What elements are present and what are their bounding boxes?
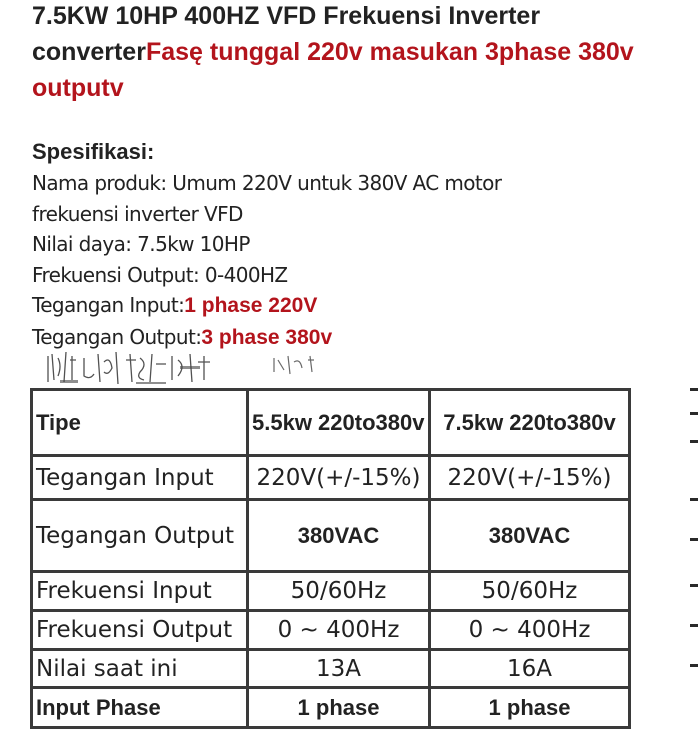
table-cell: 380VAC bbox=[430, 500, 630, 572]
spec-line-input-voltage bbox=[32, 290, 672, 322]
table-header-7-5kw: 7.5kw 220to380v bbox=[430, 390, 630, 456]
spec-line-text: Nilai daya: 7.5kw 10HP bbox=[32, 232, 250, 256]
spec-table bbox=[30, 388, 631, 729]
spec-line-product-name bbox=[32, 168, 672, 199]
spec-heading: Spesifikasi: bbox=[32, 139, 155, 164]
edge-mark bbox=[690, 440, 698, 443]
scan-artifact-small bbox=[270, 350, 350, 380]
edge-mark bbox=[690, 664, 698, 667]
scan-artifact bbox=[40, 346, 240, 388]
table-cell: 0 ~ 400Hz bbox=[430, 611, 630, 650]
product-title-main: 7.5KW 10HP 400HZ VFD Frekuensi Inverter converter bbox=[32, 2, 541, 66]
spec-line-text: Nama produk: Umum 220V untuk 380V AC motor bbox=[32, 171, 502, 195]
spec-line-text: Frekuensi Output: 0-400HZ bbox=[32, 262, 288, 287]
table-cell-label: Tegangan Input bbox=[32, 456, 248, 500]
table-cell-label: Tegangan Output bbox=[32, 500, 248, 572]
spec-line-highlight: 1 phase 220V bbox=[184, 294, 318, 317]
table-cell-label: Frekuensi Input bbox=[32, 572, 248, 611]
table-cell: 0 ~ 400Hz bbox=[248, 611, 430, 650]
table-header-5-5kw: 5.5kw 220to380v bbox=[248, 390, 430, 456]
table-row bbox=[32, 500, 630, 572]
table-cell: 220V(+/-15%) bbox=[430, 456, 630, 500]
table-row bbox=[32, 611, 630, 650]
table-row bbox=[32, 456, 630, 500]
table-cell: 1 phase bbox=[248, 688, 430, 728]
edge-mark bbox=[690, 412, 698, 415]
table-cell-label: Nilai saat ini bbox=[32, 650, 248, 688]
edge-mark bbox=[690, 538, 698, 541]
table-row bbox=[32, 688, 630, 728]
edge-mark bbox=[690, 498, 698, 501]
spec-list bbox=[32, 168, 672, 353]
spec-line-highlight: 3 phase 380v bbox=[201, 325, 333, 349]
spec-line-power bbox=[32, 229, 672, 260]
table-cell: 50/60Hz bbox=[248, 572, 430, 611]
page-edge-marks bbox=[686, 388, 700, 700]
table-cell: 220V(+/-15%) bbox=[248, 456, 430, 500]
spec-line-product-name-cont bbox=[32, 199, 672, 230]
edge-mark bbox=[690, 388, 698, 391]
product-title bbox=[32, 0, 692, 106]
table-cell: 380VAC bbox=[248, 500, 430, 572]
table-cell: 1 phase bbox=[430, 688, 630, 728]
table-cell: 16A bbox=[430, 650, 630, 688]
table-cell: 50/60Hz bbox=[430, 572, 630, 611]
product-title-highlight: Fasę tunggal 220v masukan 3phase 380v outputv bbox=[32, 38, 634, 102]
edge-mark bbox=[690, 584, 698, 587]
edge-mark bbox=[690, 624, 698, 627]
spec-line-text: Tegangan Input: bbox=[32, 293, 185, 317]
spec-line-output-frequency bbox=[32, 260, 672, 291]
table-header-type: Tipe bbox=[32, 390, 248, 456]
table-cell-label: Frekuensi Output bbox=[32, 611, 248, 650]
table-header-row bbox=[32, 390, 630, 456]
table-cell: 13A bbox=[248, 650, 430, 688]
table-row bbox=[32, 572, 630, 611]
table-row bbox=[32, 650, 630, 688]
spec-line-text: frekuensi inverter VFD bbox=[32, 201, 243, 226]
table-cell-label: Input Phase bbox=[32, 688, 248, 728]
spec-line-text: Tegangan Output: bbox=[32, 324, 202, 349]
